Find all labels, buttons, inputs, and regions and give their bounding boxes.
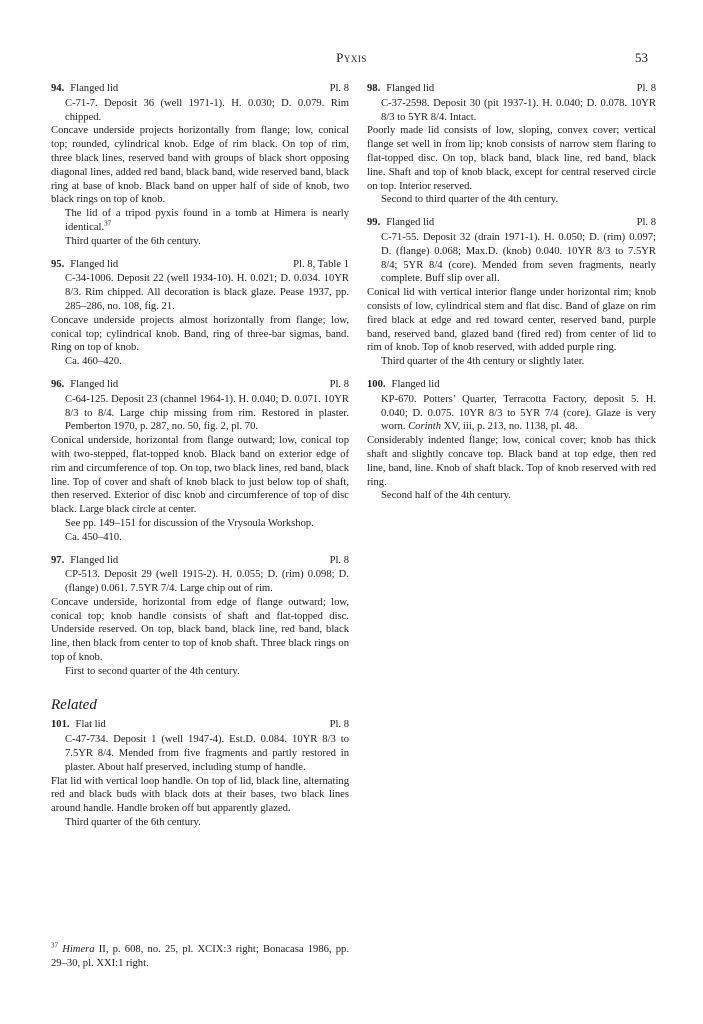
catalog-entry — [51, 554, 349, 679]
entry-catalog-info: C-64-125. Deposit 23 (channel 1964-1). H. 0.040; D. 0.071. 10YR 8/3 to 8/4. Large chip missing from rim. Restored in plaster. Pemberton 1970, p. 287, no. 50, fig. 2, pl. 70. — [65, 393, 349, 433]
catalog-entry — [51, 258, 349, 369]
entry-description: Concave underside, horizontal from edge of flange outward; low, conical top; knob handle consists of shaft and flat-topped disc. Underside reserved. On top, black band, black line, red band, black line, then black from center to top of knob shaft. Three black rings on top of knob. — [51, 596, 349, 664]
entry-catalog-info: C-71-7. Deposit 36 (well 1971-1). H. 0.030; D. 0.079. Rim chipped. — [65, 97, 349, 123]
entry-number: 101. — [51, 719, 70, 731]
entry-header — [367, 378, 656, 392]
entry-title: Flanged lid — [70, 554, 119, 566]
entry-note — [51, 207, 349, 235]
entry-description: Concave underside projects almost horizontally from flange; low, conical top; cylindrical knob. Band, ring of three-bar sigmas, band. Ring on top of knob. — [51, 314, 349, 354]
entry-catalog-info: C-37-2598. Deposit 30 (pit 1937-1). H. 0.040; D. 0.078. 10YR 8/3 to 5YR 8/4. Intact. — [381, 97, 656, 123]
catalog-entry — [51, 82, 349, 249]
entry-catalog-info: C-47-734. Deposit 1 (well 1947-4). Est.D. 0.084. 10YR 8/3 to 7.5YR 8/4. Mended from five fragments and partly restored in plaster. About half preserved, including stump of handle. — [65, 734, 349, 773]
entry-plate-ref: Pl. 8 — [329, 719, 349, 731]
entry-catalog-info: C-34-1006. Deposit 22 (well 1934-10). H. 0.021; D. 0.034. 10YR 8/3. Rim chipped. All decoration is black glaze. Pease 1937, pp. 285–286, no. 108, fig. 21. — [65, 273, 349, 312]
entry-number: 95. — [51, 258, 65, 270]
entry-title: Flanged lid — [391, 378, 440, 390]
entry-header — [51, 378, 349, 392]
section-heading-related: Related — [51, 696, 97, 713]
entry-note-text: See pp. 149–151 for discussion of the Vrysoula Workshop. — [65, 517, 314, 529]
right-column — [367, 82, 656, 512]
entry-date: First to second quarter of the 4th century. — [65, 665, 240, 677]
entry-header — [51, 258, 349, 272]
entry-note — [51, 517, 349, 531]
entry-number: 97. — [51, 554, 65, 566]
entry-header — [51, 718, 349, 732]
entry-header — [367, 216, 656, 230]
entry-plate-ref: Pl. 8 — [329, 378, 349, 390]
entry-plate-ref: Pl. 8 — [636, 217, 656, 229]
catalog-entries-left — [51, 82, 349, 679]
entry-date: Second to third quarter of the 4th century. — [381, 194, 559, 206]
catalog-entry — [367, 82, 656, 207]
entry-date: Third quarter of the 6th century. — [65, 817, 201, 829]
catalog-entry — [51, 378, 349, 545]
entry-header — [51, 82, 349, 96]
entry-plate-ref: Pl. 8 — [636, 83, 656, 94]
entry-number: 100. — [367, 378, 386, 390]
entry-date: Second half of the 4th century. — [381, 490, 511, 502]
entry-title: Flanged lid — [70, 378, 119, 390]
entry-date: Ca. 450–410. — [65, 531, 122, 543]
entry-number: 94. — [51, 83, 65, 94]
entry-plate-ref: Pl. 8, Table 1 — [293, 258, 349, 270]
running-title: Pyxis — [336, 50, 367, 65]
entry-catalog-info: KP-670. Potters’ Quarter, Terracotta Factory, deposit 5. H. 0.040; D. 0.075. 10YR 8/3 to 5YR 7/4 (core). Glaze is very worn. Corinth XV, iii, p. 213, no. 1138, pl. 48. — [381, 393, 656, 433]
entry-note-text: The lid of a tripod pyxis found in a tomb at Himera is nearly identical. — [65, 208, 349, 233]
catalog-entries-right — [367, 82, 656, 503]
footnote-text: II, p. 608, no. 25, pl. XCIX:3 right; Bonacasa 1986, pp. 29–30, pl. XXI:1 right. — [51, 944, 349, 969]
footnote-marker: 37 — [104, 219, 112, 228]
entry-title: Flanged lid — [386, 217, 435, 229]
entry-description: Conical lid with vertical interior flange under horizontal rim; knob consists of low, cylindrical stem and flat disc. Band of glaze on rim fired black at edge and red toward center, reserved band, purple band, reserved band, glazed band (fired red) from center of lid to rim of knob. Top of knob reserved, with added purple ring. — [367, 287, 656, 354]
entry-description: Poorly made lid consists of low, sloping, convex cover; vertical flange set well in from lip; knob consists of narrow stem flaring to flat-topped disc. On top, black band, black line, red band, black line. Shaft and top of knob black, except for central reserved circle on top. Interior reserved. — [367, 125, 656, 192]
catalog-entry — [367, 216, 656, 369]
entry-title: Flat lid — [75, 719, 106, 731]
entry-plate-ref: Pl. 8 — [329, 83, 349, 94]
entry-header — [367, 82, 656, 96]
entry-title: Flanged lid — [386, 83, 435, 94]
entry-catalog-info: CP-513. Deposit 29 (well 1915-2). H. 0.055; D. (rim) 0.098; D. (flange) 0.061. 7.5YR 7/4. Large chip out of rim. — [65, 569, 349, 595]
page-number: 53 — [635, 50, 648, 65]
entry-catalog-info: C-71-55. Deposit 32 (drain 1971-1). H. 0.050; D. (rim) 0.097; D. (flange) 0.068; Max.D. (knob) 0.040. 10YR 8/3 to 7.5YR 8/4; 5YR 8/4 (core). Mended from seven fragments, nearly complete. Buff slip over all. — [381, 231, 656, 285]
entry-number: 99. — [367, 217, 381, 229]
entry-description: Conical underside, horizontal from flange outward; low, conical top with two-stepped, flat-topped knob. Black band on exterior edge of rim and circumference of top. On top, two black lines, red band, black line. Top of cover and shaft of knob black to just below top of shaft, then reserved. Exterior of disc knob and circumference of top of disc black. Large black circle at center. — [51, 435, 349, 516]
entry-date: Third quarter of the 4th century or slightly later. — [381, 356, 585, 368]
entry-description: Flat lid with vertical loop handle. On top of lid, black line, alternating red and black buds with black dots at their bases, two black lines around handle. Handle broken off but apparently glazed. — [51, 775, 349, 815]
catalog-entry — [367, 378, 656, 503]
entry-number: 98. — [367, 83, 381, 94]
entry-title: Flanged lid — [70, 258, 119, 270]
entry-date: Ca. 460–420. — [65, 356, 122, 368]
series-title: Corinth — [408, 421, 442, 433]
footnote — [51, 943, 349, 971]
footnote-number: 37 — [51, 941, 58, 950]
catalog-entries-related — [51, 718, 349, 829]
entry-plate-ref: Pl. 8 — [329, 554, 349, 566]
catalog-entry — [51, 718, 349, 829]
footnote-ref-title: Himera — [62, 944, 95, 955]
entry-number: 96. — [51, 378, 65, 390]
entry-description: Concave underside projects horizontally from flange; low, conical top; rounded, cylindrical knob. Edge of rim black. On top of rim, three black lines, reserved band with groups of black short opposing diagonal lines, added red band, black band, wide reserved band, black ring at base of knob. Black band on upper half of side of knob, two black rings on top of knob. — [51, 125, 349, 206]
entry-description: Considerably indented flange; low, conical cover; knob has thick shaft and slightly concave top. Black band at top edge, then red line, band, line. Knob of shaft black. Top of knob reserved with red ring. — [367, 435, 656, 488]
entry-header — [51, 554, 349, 568]
left-column — [51, 82, 349, 839]
entry-title: Flanged lid — [70, 83, 119, 94]
entry-date: Third quarter of the 6th century. — [65, 235, 201, 247]
